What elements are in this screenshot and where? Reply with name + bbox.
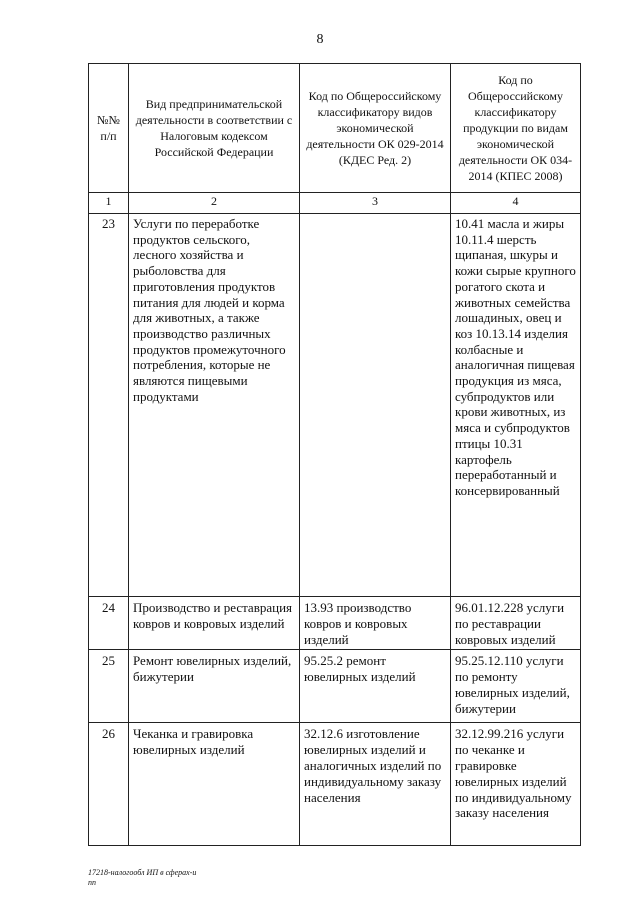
row-number: 25 xyxy=(89,650,129,723)
column-number: 2 xyxy=(129,193,300,214)
header-kdes: Код по Общероссийскому классификатору видов экономической деятельности ОК 029-2014 (КДЕС Ред. 2) xyxy=(300,64,451,193)
header-num: №№ п/п xyxy=(89,64,129,193)
row-number: 23 xyxy=(89,214,129,597)
footer-file-reference: 17218-налогообл ИП в сферах-и xyxy=(88,868,197,877)
table-row xyxy=(89,723,581,846)
row-activity: Производство и реставрация ковров и ковровых изделий xyxy=(129,597,300,650)
row-kdes: 32.12.6 изготовление ювелирных изделий и аналогичных изделий по индивидуальному заказу населения xyxy=(300,723,451,846)
row-kpes: 32.12.99.216 услуги по чеканке и гравировке ювелирных изделий по индивидуальному заказу населения xyxy=(451,723,581,846)
header-activity: Вид предпринимательской деятельности в соответствии с Налоговым кодексом Российской Федерации xyxy=(129,64,300,193)
row-kdes xyxy=(300,214,451,597)
row-kpes: 96.01.12.228 услуги по реставрации ковровых изделий xyxy=(451,597,581,650)
table-row xyxy=(89,214,581,597)
column-number: 3 xyxy=(300,193,451,214)
row-number: 24 xyxy=(89,597,129,650)
row-kpes: 95.25.12.110 услуги по ремонту ювелирных изделий, бижутерии xyxy=(451,650,581,723)
row-kdes: 13.93 производство ковров и ковровых изделий xyxy=(300,597,451,650)
row-kdes: 95.25.2 ремонт ювелирных изделий xyxy=(300,650,451,723)
column-number: 1 xyxy=(89,193,129,214)
table-row xyxy=(89,650,581,723)
header-kpes: Код по Общероссийскому классификатору продукции по видам экономической деятельности ОК 034-2014 (КПЕС 2008) xyxy=(451,64,581,193)
footer-initials: пп xyxy=(88,878,96,887)
row-number: 26 xyxy=(89,723,129,846)
row-activity: Услуги по переработке продуктов сельского, лесного хозяйства и рыболовства для приготовления продуктов питания для людей и корма для животных, а также производство различных продуктов промежуточного потребления, которые не являются пищевыми продуктами xyxy=(129,214,300,597)
table-header-row xyxy=(89,64,581,193)
column-number: 4 xyxy=(451,193,581,214)
page-number: 8 xyxy=(316,32,324,47)
activity-codes-table xyxy=(88,63,581,846)
row-activity: Чеканка и гравировка ювелирных изделий xyxy=(129,723,300,846)
table-row xyxy=(89,597,581,650)
row-activity: Ремонт ювелирных изделий, бижутерии xyxy=(129,650,300,723)
column-number-row xyxy=(89,193,581,214)
row-kpes: 10.41 масла и жиры 10.11.4 шерсть щипаная, шкуры и кожи сырые крупного рогатого скота и животных семейства лошадиных, овец и коз 10.13.14 изделия колбасные и аналогичная пищевая продукция из мяса, субпродуктов или крови животных, из мяса и субпродуктов птицы 10.31 картофель переработанный и консервированный xyxy=(451,214,581,597)
